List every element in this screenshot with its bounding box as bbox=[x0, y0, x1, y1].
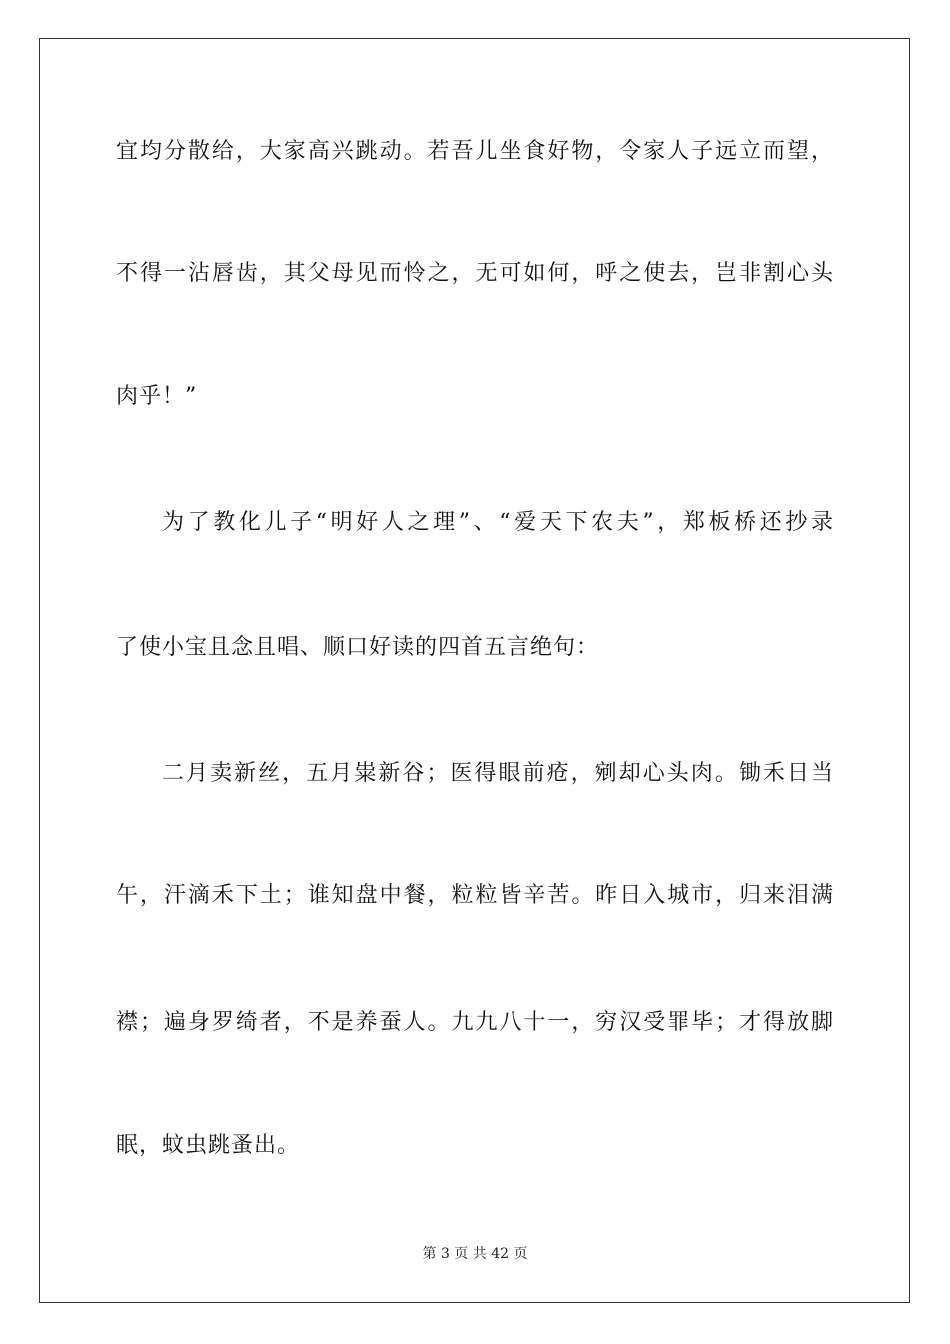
text-line-5: 了使小宝且念且唱、顺口好读的四首五言绝句： bbox=[116, 635, 600, 660]
page-number-footer: 第 3 页 共 42 页 bbox=[422, 1246, 528, 1262]
text-line-9: 眠，蚊虫跳蚤出。 bbox=[116, 1133, 301, 1158]
text-line-8: 襟；遍身罗绮者，不是养蚕人。九九八十一，穷汉受罪毕；才得放脚 bbox=[116, 1010, 834, 1035]
text-line-3: 肉乎！” bbox=[116, 384, 198, 409]
text-line-7: 午，汗滴禾下土；谁知盘中餐，粒粒皆辛苦。昨日入城市，归来泪满 bbox=[116, 883, 834, 908]
text-line-1: 宜均分散给，大家高兴跳动。若吾儿坐食好物，令家人子远立而望， bbox=[116, 139, 834, 164]
text-line-2: 不得一沾唇齿，其父母见而怜之，无可如何，呼之使去，岂非割心头 bbox=[116, 261, 834, 286]
text-line-6: 二月卖新丝，五月粜新谷；医得眼前疮，剜却心头肉。锄禾日当 bbox=[162, 761, 834, 786]
text-line-4: 为了教化儿子“明好人之理”、“爱天下农夫”，郑板桥还抄录 bbox=[162, 510, 834, 535]
page-border bbox=[39, 38, 910, 1303]
